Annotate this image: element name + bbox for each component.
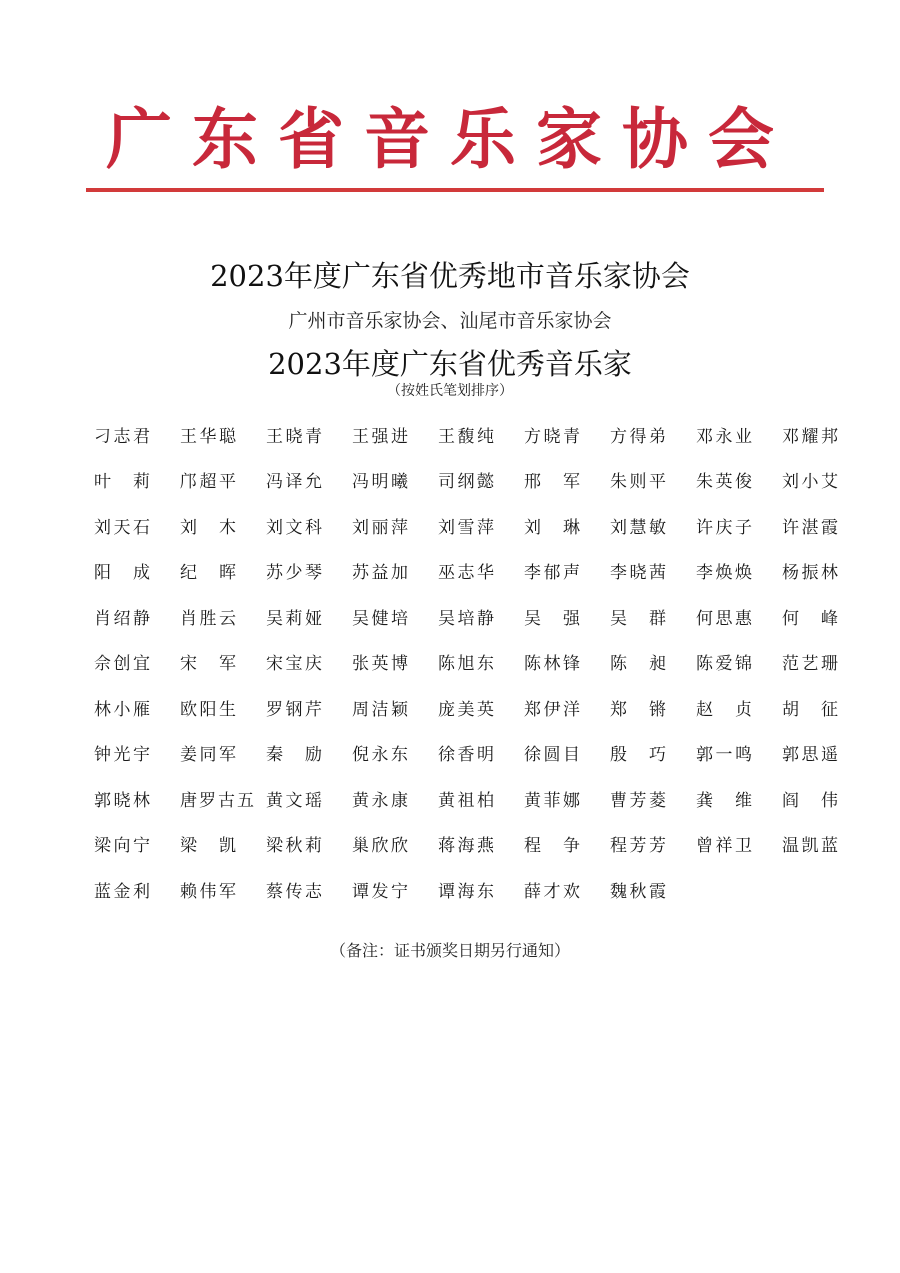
musician-name: 温凯蓝 [782,836,838,857]
musician-name: 黄文瑶 [266,790,322,811]
musician-name: 许湛霞 [782,517,838,538]
musician-name: 司纲懿 [438,472,494,493]
musician-name: 王馥纯 [438,426,494,447]
musician-name: 黄永康 [352,790,408,811]
musician-name: 蓝金利 [94,881,150,902]
musician-name: 方晓青 [524,426,580,447]
musician-name: 郭晓林 [94,790,150,811]
musician-name: 陈旭东 [438,654,494,675]
musician-name: 林小雁 [94,699,150,720]
musician-name: 冯译允 [266,472,322,493]
musician-name: 宋宝庆 [266,654,322,675]
musician-name: 刁志君 [94,426,150,447]
musician-name: 周洁颖 [352,699,408,720]
musician-name: 薛才欢 [524,881,580,902]
musician-name: 刘 琳 [524,517,580,538]
musician-name: 梁 凯 [180,836,236,857]
musician-name: 陈林锋 [524,654,580,675]
musician-name: 谭发宁 [352,881,408,902]
musician-name: 肖胜云 [180,608,236,629]
musician-name: 苏益加 [352,563,408,584]
letterhead-title: 广东省音乐家协会 [106,101,794,178]
musician-name: 陈爱锦 [696,654,752,675]
musician-name: 唐罗古五 [180,790,254,811]
musician-name: 王晓青 [266,426,322,447]
musician-name: 李郁声 [524,563,580,584]
musician-name: 刘丽萍 [352,517,408,538]
musician-name: 吴健培 [352,608,408,629]
musician-name: 范艺珊 [782,654,838,675]
musician-name: 倪永东 [352,745,408,766]
musician-name: 梁向宁 [94,836,150,857]
musician-name: 陈 昶 [610,654,666,675]
musician-name: 罗钢芹 [266,699,322,720]
musician-name: 邓永业 [696,426,752,447]
musician-name: 程 争 [524,836,580,857]
musician-name: 吴 强 [524,608,580,629]
musician-name: 邝超平 [180,472,236,493]
musician-name: 宋 军 [180,654,236,675]
musician-name: 庞美英 [438,699,494,720]
musician-name: 刘文科 [266,517,322,538]
musician-name: 刘天石 [94,517,150,538]
musician-name: 张英博 [352,654,408,675]
musician-name: 蒋海燕 [438,836,494,857]
musician-name: 徐圆目 [524,745,580,766]
musician-name: 魏秋霞 [610,881,666,902]
musician-name: 王强进 [352,426,408,447]
musician-name: 刘 木 [180,517,236,538]
musician-name: 黄菲娜 [524,790,580,811]
musician-name: 郑 锵 [610,699,666,720]
musician-name: 叶 莉 [94,472,150,493]
musician-name: 徐香明 [438,745,494,766]
musician-name: 王华聪 [180,426,236,447]
title-excellent-musicians: 2023年度广东省优秀音乐家 [268,347,632,381]
sort-order-note: （按姓氏笔划排序） [387,383,513,399]
musician-name: 黄祖柏 [438,790,494,811]
musician-name: 李焕焕 [696,563,752,584]
musician-name: 刘雪萍 [438,517,494,538]
musician-name: 程芳芳 [610,836,666,857]
musician-name: 郭思遥 [782,745,838,766]
musician-name: 杨振林 [782,563,838,584]
musician-name: 刘小艾 [782,472,838,493]
musician-name: 朱则平 [610,472,666,493]
musician-name: 吴培静 [438,608,494,629]
footnote-remark: （备注：证书颁奖日期另行通知） [329,941,570,960]
musician-name: 钟光宇 [94,745,150,766]
musician-name: 方得弟 [610,426,666,447]
musician-name: 梁秋莉 [266,836,322,857]
musician-name: 李晓茜 [610,563,666,584]
musician-name: 许庆子 [696,517,752,538]
musician-name: 秦 励 [266,745,322,766]
musician-name: 巫志华 [438,563,494,584]
subtitle-awarded-associations: 广州市音乐家协会、汕尾市音乐家协会 [288,310,612,332]
musician-names-grid [94,414,854,915]
musician-name: 胡 征 [782,699,838,720]
musician-name: 谭海东 [438,881,494,902]
musician-name: 赖伟军 [180,881,236,902]
musician-name: 邢 军 [524,472,580,493]
musician-name: 佘创宜 [94,654,150,675]
musician-name: 苏少琴 [266,563,322,584]
musician-name: 郭一鸣 [696,745,752,766]
musician-name: 何 峰 [782,608,838,629]
musician-name: 姜同军 [180,745,236,766]
musician-name: 何思惠 [696,608,752,629]
musician-name: 欧阳生 [180,699,236,720]
musician-name: 纪 晖 [180,563,236,584]
musician-name: 阳 成 [94,563,150,584]
musician-name: 巢欣欣 [352,836,408,857]
musician-name: 殷 巧 [610,745,666,766]
musician-name: 赵 贞 [696,699,752,720]
musician-name: 阎 伟 [782,790,838,811]
musician-name: 吴莉娅 [266,608,322,629]
letterhead-red-rule [86,188,824,192]
musician-name: 曾祥卫 [696,836,752,857]
musician-name: 龚 维 [696,790,752,811]
musician-name: 朱英俊 [696,472,752,493]
musician-name: 吴 群 [610,608,666,629]
musician-name: 冯明曦 [352,472,408,493]
musician-name: 刘慧敏 [610,517,666,538]
musician-name: 邓耀邦 [782,426,838,447]
musician-name: 曹芳菱 [610,790,666,811]
musician-name: 肖绍静 [94,608,150,629]
musician-name: 蔡传志 [266,881,322,902]
title-excellent-city-associations: 2023年度广东省优秀地市音乐家协会 [210,259,690,293]
musician-name: 郑伊洋 [524,699,580,720]
